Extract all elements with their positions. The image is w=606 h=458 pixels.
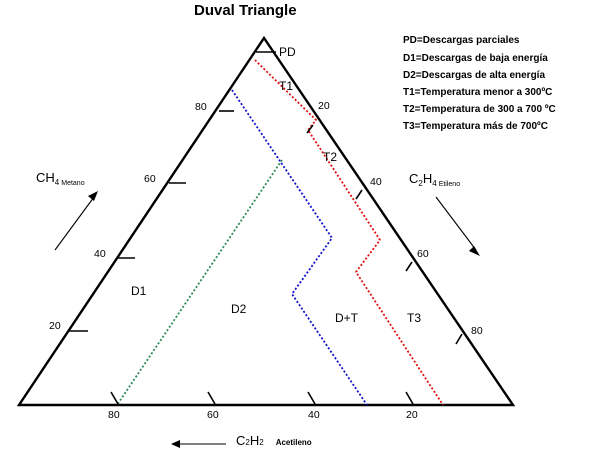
- c2h2-direction-arrow-icon: [171, 440, 226, 448]
- c2h4-subscript-2: 4: [432, 179, 437, 188]
- c2h2-name: Acetileno: [275, 438, 312, 447]
- svg-text:C2H2Acetileno: [236, 433, 312, 448]
- bottom-tick-label-80: 80: [108, 409, 120, 421]
- d1-d2-boundary-line: [117, 160, 282, 405]
- bottom-tick-labels: [108, 409, 418, 421]
- left-tick-label-40: 40: [94, 248, 106, 260]
- diagram-title: Duval Triangle: [194, 2, 297, 19]
- left-tick-labels: [49, 101, 207, 332]
- left-edge-ticks: [69, 111, 234, 331]
- c2h2-axis-title: [236, 433, 312, 448]
- legend-item-t3: T3=Temperatura más de 700ºC: [403, 121, 548, 132]
- legend-item-d2: D2=Descargas de alta energía: [403, 70, 546, 81]
- zone-label-t2: T2: [323, 150, 338, 164]
- ch4-subscript: 4: [54, 178, 60, 187]
- right-tick-label-60: 60: [417, 248, 429, 260]
- zone-label-t1: T1: [279, 79, 294, 93]
- bottom-tick-label-60: 60: [207, 409, 219, 421]
- c2h2-subscript-1: 2: [245, 438, 250, 447]
- svg-text:C2H4Etileno: [409, 171, 460, 188]
- right-tick-40: [356, 190, 362, 199]
- c2h4-name: Etileno: [438, 181, 461, 188]
- bottom-tick-label-40: 40: [308, 409, 320, 421]
- c2h4-axis-title: [409, 171, 460, 188]
- legend: [403, 35, 556, 132]
- c2h2-subscript-2: 2: [259, 438, 264, 447]
- bottom-tick-20: [406, 392, 413, 404]
- legend-item-d1: D1=Descargas de baja energía: [403, 53, 548, 64]
- zone-label-d1: D1: [131, 284, 147, 298]
- left-tick-label-60: 60: [144, 173, 156, 185]
- bottom-tick-40: [308, 392, 315, 404]
- left-tick-label-80: 80: [195, 101, 207, 113]
- c2h4-direction-arrow-icon: [436, 197, 480, 256]
- right-tick-label-40: 40: [370, 176, 382, 188]
- ch4-name: Metano: [61, 180, 85, 187]
- c2h2-formula-h: H: [249, 433, 260, 448]
- bottom-tick-80: [111, 392, 118, 404]
- right-tick-label-80: 80: [471, 325, 483, 337]
- right-tick-80: [456, 334, 462, 344]
- ch4-formula: CH: [36, 170, 55, 185]
- c2h4-formula-h: H: [422, 171, 433, 186]
- bottom-tick-label-20: 20: [406, 409, 418, 421]
- bottom-tick-60: [208, 392, 215, 404]
- right-tick-label-20: 20: [318, 100, 330, 112]
- zone-label-d2: D2: [231, 302, 247, 316]
- ch4-direction-arrow-icon: [55, 191, 98, 250]
- left-tick-label-20: 20: [49, 320, 61, 332]
- right-tick-60: [406, 262, 412, 271]
- legend-item-t1: T1=Temperatura menor a 300ºC: [403, 87, 553, 98]
- c2h2-formula-c: C: [236, 433, 246, 448]
- d2-dt-boundary-line: [232, 90, 367, 405]
- zone-label-dt: D+T: [335, 311, 359, 325]
- bottom-edge-ticks: [111, 392, 413, 404]
- ch4-axis-title: [36, 170, 85, 187]
- right-tick-labels: [318, 100, 483, 337]
- c2h4-formula-c: C: [409, 171, 419, 186]
- zone-label-t3: T3: [407, 311, 422, 325]
- zone-label-pd: PD: [279, 45, 296, 59]
- svg-text:CH4Metano: [36, 170, 85, 187]
- legend-item-pd: PD=Descargas parciales: [403, 35, 520, 46]
- c2h4-subscript-1: 2: [418, 179, 423, 188]
- legend-item-t2: T2=Temperatura de 300 a 700 ºC: [403, 104, 556, 115]
